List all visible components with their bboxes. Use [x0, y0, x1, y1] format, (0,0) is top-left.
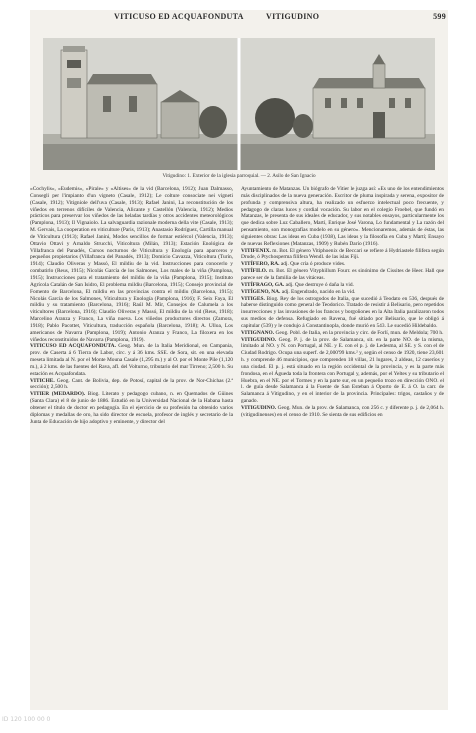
running-head-right: VITIGUDINO [266, 12, 320, 21]
entry-vitifenix [241, 248, 444, 262]
entry-body: Geog. Mun. de la prov. de Salamanca, con 256 c. y diferente p. j. de 2,064 h. (vitigudinenses) en el censo de 1910. Se sienta de sus edificios en [241, 405, 444, 418]
entry-title: VITÍGENO, NA. [241, 288, 281, 295]
entry-body: Geog. Pobl. de Italia, en la provincia y circ. de Forlí, mun. de Meldola; 700 h. [275, 329, 444, 336]
entry-body: Geog. Cant. de Bolivia, dep. de Potosí, capital de la prov. de Nor-Chichas (2.ª sección); 2,500 h. [30, 377, 233, 391]
entry-body: Biog. Literato y pedagogo cubano, n. en Quemados de Güines (Santa Clara) el 8 de junio de 1886. Estudió en la Universidad Nacional de la Habana hasta obtener el título de doctor en pedagogía. En el ejercicio de su profesión ha obtenido varios diplomas y medallas de oro, ha sido director de escuela, profesor de inglés y secretario de la Junta de Educación de hijo adoptivo y eminente, y director del [30, 391, 233, 425]
entry-title: VITIGUDINO. [241, 336, 277, 343]
entry-vitifrago [241, 282, 444, 289]
continued-text: Ayuntamiento de Matanzas. Un biógrafo de Vitier le juzga así: «Es uno de los entendimientos más disciplinados de la nueva generación. Escritor de pluma inspirada y serena, expositor de profunda y comprensiva altura, ha realizado un esfuerzo intelectual poco frecuente, y pedagogo de claras luces y cordial vocación. Su labor en el colegio Froebel, que fundó en Matanzas, le presenta de sus ideales de educador, y sus notables ensayos, particularmente los que dedica sobre Luz Caballero, Martí, Enrique José Varona, Lo fundamental y La razón del pensamiento, son monografías modelo en su género». Mencionaremos, además de éstas, las siguientes obras: Las ideas en Cuba (1938), Las ideas y la filosofía en Cuba y Martí; Ensayo de nuevas Reflexiones (Matanzas, 1909) y Rubén Darío (1916). [241, 186, 444, 247]
entry-body: adj. Que destruye ó daña la vid. [285, 281, 354, 288]
running-head-left: VITICUSO ED ACQUAFONDUTA [114, 12, 244, 21]
entry-title: VITICHE. [30, 377, 55, 384]
entry-title: VITICUSO ED ACQUAFONDUTA. [30, 343, 116, 350]
entry-vitigeno [241, 289, 444, 296]
entry-vitiche [30, 378, 233, 392]
entry-title: VITÍFILO. [241, 268, 268, 275]
entry-vitifilo [241, 268, 444, 282]
entry-vitigudino-pj [241, 337, 444, 405]
bibliography-text: «Cochylis», «Eudemis», «Pirale» y «Altises» de la vid (Barcelona, 1912); Juan Dalmasso, Consegli per l'impianto d'un vigneto (Casale, 1912); Le colture consociate nei vigneti (Casale, 1912); Vitigniole dell'uva (Casale, 1913); Rafael Janini, La reconstitución de los viñedos en terrenos difíciles de Valencia, Alicante y Castellón (Valencia, 1912); Medios prácticos para preservar los viñedos de las heladas tardías y otros accidentes meteorológicos (Pamplona, 1913); Il Vignaiolo. La salvaguardia razionale moderna della vite (Casale, 1913); M. Gervais, La cooperation en viticulture (Paris, 1913); Anastasio Rodríguez, Cartilla manual de Viticultura (1913); Rafael Janini, Modos sencillos de formar estiércol (Valencia, 1913); Ottavio Ottavi y Arnaldo Strucchi, Viticoltura (Milán, 1913); Estación Enológica de Villafranca del Panadés, Cursos nocturnos de Viticultura y Enología para aparceros y pequeños propietarios (Villafranca del Panadés, 1913); Domicio Cavazza, Viticoltura (Turín, 1914); Claudio Oliveras y Massó, El mildiu de la vid. Instrucciones para conocerlo y combatirlo (Reus, 1915); Nicolás García de los Salmones, Los males de la viña (Pamplona, 1915); Instrucciones para el tratamiento del mildiu de la viña (Pamplona, 1915); Instituto Agrícola Catalán de San Isidro, El problema mildiu (Barcelona, 1915); Consejo provincial de Fomento de Barcelona, El mildiu en las provincias contra el mildiu (Barcelona, 1915); Nicolás García de los Salmones, Viticultura y Enología (Pamplona, 1916); F. Seix Faya, El mildiu y su tratamiento (Barcelona, 1916); Raúl M. Mir, Consejos de Calumela a los viticultores (Barcelona, 1916); Claudio Oliveras y Massó, El mildiu de la vid (Reus, 1918); Marcelino Aranza y Franco, La viña nueva. Los viñedos productores directos (Zamora, 1918); Pablo Pacottet, Viticultura, traducción española (Barcelona, 1918); A. Ulloa, Los americanos de Navarra (Pamplona, 1919); Antonio Aranza y Franco, La filoxera en los viñedos reconstituidos de Navarra (Pamplona, 1919). [30, 186, 233, 343]
entry-body: adj. Engendrado, nacido en la vid. [281, 288, 356, 295]
right-column [241, 186, 444, 706]
entry-vitignano [241, 330, 444, 337]
church-photo-illustration [43, 38, 435, 170]
entry-title: VITIER (MEDARDO). [30, 391, 86, 398]
entry-vitigudino-mun [241, 405, 444, 419]
encyclopedia-page [30, 10, 448, 710]
entry-title: VITÍFRAGO, GA. [241, 281, 285, 288]
entry-title: VITIGUDINO. [241, 405, 277, 411]
entry-vitiges [241, 296, 444, 330]
right-text-block [241, 186, 444, 248]
entry-body: Geog. Mun. de la Italia Meridional, en Campania, prov. de Caserta á 6 Tierra de Labor, circ. y á 36 kms. SSE. de Sora, sit. en una elevada meseta limitada al N. por el Monte Mouna Casale (1,295 m.) y al O. por el Monte Pile (1,120 m.), á 2 kms. de las fuentes del Rava, afl. del Volturno, tributario del mar Tirreno; 2,500 h. Su estación es Acquafondata. [30, 343, 233, 377]
running-head [30, 10, 448, 24]
entry-title: VITIFENIX. [241, 247, 271, 254]
entry-title: VITIGNANO. [241, 329, 275, 336]
entry-body: Biog. Rey de los ostrogodos de Italia, que sucedió á Teodato en 536, después de haberse distinguido como general de Teodorico. Tratado de resistir á Belisario, pero repetidos insurrecciones y las invasiones de los francos y borgoñones en la Alta Italia paralizaron todos sus medios de defensa. Refugiado en Ravena, fué sitiado por Belisario, que le obligó á capitular (539) y le condujo á Constantinopla, donde murió en 543. Le sucedió Hildebaldo. [241, 295, 444, 329]
photo-caption: Vitigudino: 1. Exterior de la iglesia parroquial. — 2. Asilo de San Ignacio [162, 173, 316, 179]
left-column [30, 186, 233, 706]
entry-title: VITIGES. [241, 295, 265, 302]
entry-viticuso [30, 343, 233, 377]
entry-body: Geog. P. j. de la prov. de Salamanca, sit. en la parte NO. de la misma, limitado al NO. y N. con Portugal, al NE. y E. con el p. j. de Ledesma, al SE. y S. con el de Ciudad Rodrigo. Ocupa una superf. de 2,000'99 kms.² y, según el censo de 1920, tiene 23,601 h. y comprende 46 municipios, que comprenden 18 villas, 21 lugares, 2 aldeas, 12 caseríos y una ciudad. El p. j. está situado en la región occidental de la provincia, y es la parte más frondosa, en el Águeda toda la frontera con Portugal y, además, por el Yeltes y su tributario el Huebra, en el NE. por el Tormes y en la parte sur, en un pequeño trozo en dirección ONO. el l. de guía desde Salamanca á la Fuente de San Esteban á Oporto de E. á O. la carr. de Salamanca á Vitigudino, y en el interior de la provincia. Principales: trigos, castaños y de ganado. [241, 336, 444, 405]
entry-body: m. Bot. El género Vitiphoenix de Beccari se refiere á Hydriastele filifera según Drude, ó Ptychosperma filifera Wendl. de las islas Fiji. [241, 247, 444, 261]
page-number: 599 [433, 12, 446, 21]
footer-tag: ID 120 100 00 0 [2, 716, 51, 723]
left-text-block [30, 186, 233, 343]
entry-vitier [30, 391, 233, 425]
entry-title: VITÍFERO, RA. [241, 261, 280, 268]
church-photograph [43, 38, 435, 170]
entry-body: m. Bot. El género Vityphillum Fourr. es sinónimo de Cissites de Heer. Hall que parece ser de la familia de las vitáceas. [241, 268, 444, 281]
entry-body: adj. Que cría ó produce vides. [280, 261, 346, 268]
